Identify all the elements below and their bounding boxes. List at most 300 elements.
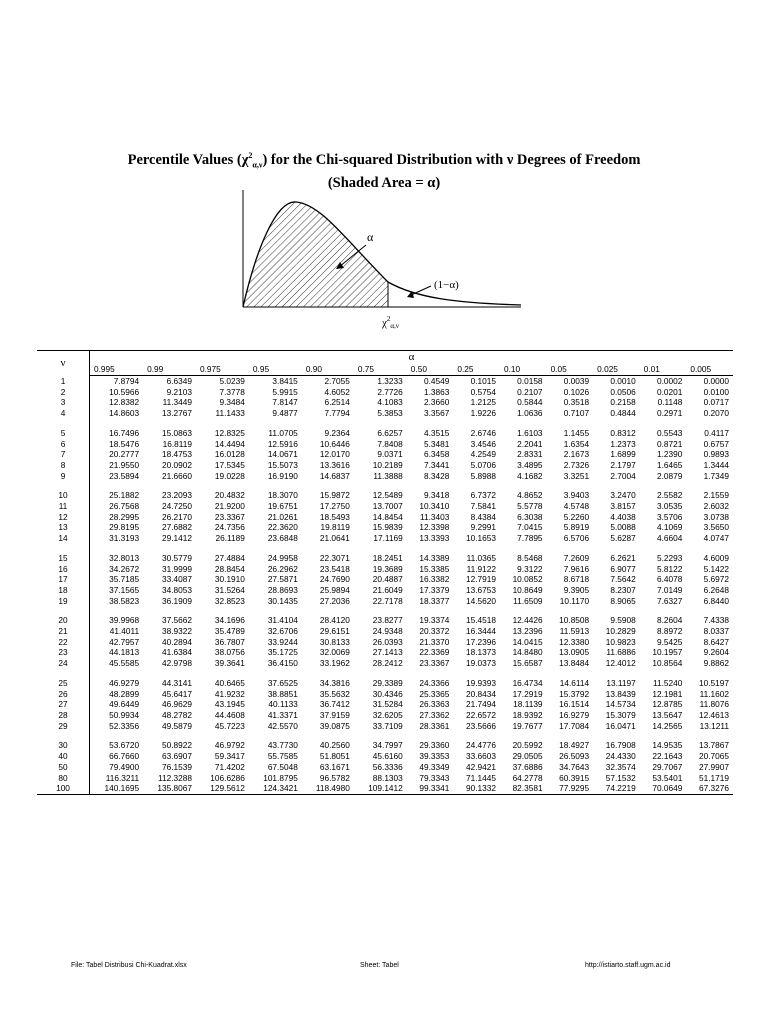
table-row	[37, 408, 733, 419]
percentile-value-cell: 26.7568	[109, 501, 140, 512]
percentile-value-cell: 4.0747	[703, 533, 729, 544]
percentile-value-cell: 0.5844	[517, 397, 543, 408]
percentile-value-cell: 0.2158	[610, 397, 636, 408]
percentile-value-cell: 27.5871	[267, 574, 298, 585]
percentile-value-cell: 10.9823	[605, 636, 636, 647]
percentile-value-cell: 27.3362	[419, 709, 450, 720]
percentile-value-cell: 5.0239	[219, 376, 245, 386]
complement-arrow	[411, 286, 431, 295]
percentile-value-cell: 5.5778	[517, 501, 543, 512]
percentile-value-cell: 1.3863	[423, 386, 450, 397]
percentile-value-cell: 63.6907	[162, 751, 192, 762]
degrees-of-freedom-cell: 16	[37, 564, 90, 575]
percentile-value-cell: 17.7084	[559, 720, 590, 731]
percentile-value-cell: 20.7065	[699, 751, 729, 762]
percentile-value-cell: 34.7643	[559, 761, 590, 772]
percentile-value-cell: 67.5048	[267, 761, 298, 772]
alpha-column-header: 0.995	[90, 364, 144, 376]
percentile-value-cell: 2.0879	[656, 470, 683, 481]
percentile-value-cell: 13.7007	[372, 501, 403, 512]
table-row	[37, 626, 733, 637]
percentile-value-cell: 27.4884	[214, 552, 245, 563]
percentile-value-cell: 34.7997	[372, 740, 403, 751]
percentile-value-cell: 0.3518	[563, 397, 590, 408]
percentile-value-cell: 44.1813	[109, 647, 140, 658]
percentile-value-cell: 135.8067	[143, 783, 196, 794]
percentile-value-cell: 21.6660	[162, 470, 192, 481]
percentile-value-cell: 12.0170	[319, 449, 350, 460]
percentile-value-cell: 88.1303	[372, 772, 403, 783]
percentile-value-cell: 9.2364	[324, 427, 350, 438]
percentile-value-cell: 33.9244	[267, 636, 298, 647]
percentile-value-cell: 12.5916	[267, 438, 298, 449]
alpha-column-header: 0.25	[453, 364, 500, 376]
percentile-value-cell: 6.3038	[517, 511, 543, 522]
percentile-value-cell: 42.9798	[162, 658, 192, 669]
alpha-column-header: 0.005	[686, 364, 733, 376]
percentile-value-cell: 53.6720	[109, 740, 140, 751]
table-row	[37, 783, 733, 794]
alpha-header: α	[90, 351, 734, 365]
degrees-of-freedom-cell: 18	[37, 585, 90, 596]
degrees-of-freedom-cell: 100	[37, 783, 90, 794]
percentile-value-cell: 3.5650	[703, 522, 729, 533]
percentile-value-cell: 21.9550	[109, 459, 140, 470]
percentile-value-cell: 15.3792	[559, 688, 590, 699]
degrees-of-freedom-cell: 20	[37, 615, 90, 626]
degrees-of-freedom-cell: 40	[37, 751, 90, 762]
percentile-value-cell: 0.0000	[703, 376, 729, 386]
percentile-value-cell: 10.5966	[109, 386, 140, 397]
degrees-of-freedom-cell: 29	[37, 721, 90, 732]
chi-square-curve-figure	[236, 190, 526, 340]
percentile-value-cell: 33.7109	[372, 720, 403, 731]
percentile-value-cell: 38.8851	[267, 688, 298, 699]
percentile-value-cell: 0.5754	[470, 386, 496, 397]
percentile-value-cell: 32.0069	[319, 647, 350, 658]
percentile-value-cell: 13.5647	[652, 709, 683, 720]
complement-label: (1−α)	[434, 279, 459, 291]
percentile-value-cell: 37.6886	[512, 761, 543, 772]
percentile-value-cell: 15.9872	[319, 490, 350, 501]
percentile-value-cell: 39.9968	[109, 615, 140, 626]
percentile-value-cell: 42.5570	[267, 720, 298, 731]
percentile-value-cell: 2.3660	[423, 397, 450, 408]
percentile-value-cell: 45.6160	[372, 751, 403, 762]
percentile-value-cell: 22.6572	[465, 709, 496, 720]
percentile-value-cell: 36.7412	[319, 699, 350, 710]
percentile-value-cell: 37.6525	[267, 677, 298, 688]
percentile-value-cell: 28.2412	[372, 658, 403, 669]
percentile-value-cell: 20.3372	[419, 626, 450, 637]
percentile-value-cell: 48.2899	[109, 688, 140, 699]
percentile-value-cell: 0.0010	[610, 376, 636, 386]
percentile-value-cell: 3.4895	[517, 459, 543, 470]
percentile-value-cell: 0.0717	[703, 397, 729, 408]
percentile-value-cell: 14.4494	[214, 438, 245, 449]
group-spacer	[37, 481, 733, 490]
percentile-value-cell: 82.3581	[500, 783, 547, 794]
percentile-value-cell: 11.6509	[513, 595, 543, 606]
percentile-value-cell: 15.5073	[267, 459, 298, 470]
table-row	[37, 689, 733, 700]
percentile-value-cell: 9.0371	[377, 449, 403, 460]
percentile-value-cell: 18.5476	[109, 438, 140, 449]
percentile-value-cell: 0.2107	[517, 386, 543, 397]
table-row	[37, 678, 733, 689]
table-row	[37, 460, 733, 471]
percentile-value-cell: 4.1069	[656, 522, 683, 533]
percentile-value-cell: 20.2777	[109, 449, 140, 460]
percentile-value-cell: 35.7185	[109, 574, 140, 585]
table-row	[37, 512, 733, 523]
percentile-value-cell: 10.3410	[419, 501, 450, 512]
percentile-value-cell: 0.4844	[610, 408, 636, 419]
percentile-value-cell: 17.1169	[373, 533, 403, 544]
percentile-value-cell: 39.3353	[419, 751, 450, 762]
percentile-value-cell: 7.5841	[470, 501, 496, 512]
percentile-value-cell: 15.4518	[465, 615, 496, 626]
percentile-value-cell: 8.5468	[517, 552, 543, 563]
table-row	[37, 740, 733, 751]
percentile-value-cell: 5.1422	[703, 563, 729, 574]
percentile-value-cell: 2.1559	[703, 490, 729, 501]
percentile-value-cell: 29.3360	[419, 740, 450, 751]
percentile-value-cell: 7.8794	[113, 376, 140, 386]
percentile-value-cell: 11.5240	[652, 677, 683, 688]
percentile-value-cell: 52.3356	[109, 720, 140, 731]
percentile-value-cell: 13.3393	[419, 533, 450, 544]
percentile-value-cell: 43.1945	[214, 699, 245, 710]
percentile-value-cell: 9.3418	[423, 490, 450, 501]
percentile-value-cell: 33.4087	[162, 574, 192, 585]
percentile-value-cell: 4.3515	[423, 427, 450, 438]
percentile-value-cell: 31.3193	[109, 533, 140, 544]
page-subtitle: (Shaded Area = α)	[327, 175, 441, 191]
percentile-value-cell: 10.8564	[652, 658, 683, 669]
percentile-value-cell: 24.9958	[267, 552, 298, 563]
percentile-value-cell: 29.8195	[109, 522, 140, 533]
percentile-value-cell: 9.5425	[656, 636, 683, 647]
percentile-value-cell: 1.2373	[610, 438, 636, 449]
percentile-value-cell: 21.9200	[214, 501, 245, 512]
percentile-value-cell: 22.1643	[652, 751, 683, 762]
percentile-value-cell: 26.0393	[372, 636, 403, 647]
percentile-value-cell: 32.8523	[214, 595, 245, 606]
percentile-value-cell: 8.3428	[423, 470, 450, 481]
percentile-value-cell: 0.4117	[704, 427, 729, 438]
percentile-value-cell: 35.1725	[267, 647, 298, 658]
percentile-value-cell: 0.6757	[703, 438, 729, 449]
percentile-value-cell: 7.2609	[563, 552, 590, 563]
percentile-value-cell: 19.0373	[465, 658, 496, 669]
percentile-value-cell: 14.2565	[652, 720, 683, 731]
percentile-value-cell: 96.5782	[319, 772, 350, 783]
percentile-value-cell: 3.3251	[563, 470, 590, 481]
percentile-value-cell: 14.9535	[652, 740, 683, 751]
percentile-value-cell: 53.5401	[652, 772, 683, 783]
percentile-value-cell: 0.8721	[656, 438, 683, 449]
percentile-value-cell: 4.1083	[377, 397, 403, 408]
table-row	[37, 490, 733, 501]
table-row	[37, 449, 733, 460]
percentile-value-cell: 15.0863	[162, 427, 192, 438]
degrees-of-freedom-cell: 28	[37, 710, 90, 721]
percentile-value-cell: 5.6287	[610, 533, 636, 544]
percentile-value-cell: 48.2782	[162, 709, 192, 720]
nu-header: ν	[37, 351, 90, 376]
percentile-value-cell: 1.7349	[703, 470, 729, 481]
percentile-value-cell: 7.8408	[377, 438, 403, 449]
percentile-value-cell: 0.5543	[656, 427, 683, 438]
percentile-value-cell: 26.2170	[162, 511, 192, 522]
degrees-of-freedom-cell: 30	[37, 740, 90, 751]
percentile-value-cell: 28.8693	[267, 584, 298, 595]
percentile-value-cell: 31.4104	[267, 615, 298, 626]
percentile-value-cell: 22.3369	[419, 647, 450, 658]
percentile-value-cell: 45.5585	[109, 658, 140, 669]
percentile-value-cell: 20.8434	[465, 688, 496, 699]
percentile-value-cell: 43.7730	[267, 740, 298, 751]
percentile-value-cell: 1.3233	[377, 376, 403, 386]
percentile-value-cell: 17.3379	[419, 584, 450, 595]
percentile-value-cell: 7.6327	[656, 595, 683, 606]
degrees-of-freedom-cell: 11	[37, 501, 90, 512]
percentile-value-cell: 24.9348	[372, 626, 403, 637]
percentile-value-cell: 10.1170	[559, 595, 590, 606]
percentile-value-cell: 8.9065	[610, 595, 636, 606]
percentile-value-cell: 8.8972	[656, 626, 683, 637]
percentile-value-cell: 56.3336	[372, 761, 403, 772]
percentile-value-cell: 27.9907	[699, 761, 729, 772]
percentile-value-cell: 6.8440	[703, 595, 729, 606]
percentile-value-cell: 13.2396	[512, 626, 543, 637]
percentile-value-cell: 39.0875	[319, 720, 350, 731]
percentile-value-cell: 11.0365	[466, 552, 496, 563]
percentile-value-cell: 10.5197	[699, 677, 729, 688]
percentile-value-cell: 8.2604	[656, 615, 683, 626]
percentile-value-cell: 8.6718	[563, 574, 590, 585]
percentile-value-cell: 45.6417	[162, 688, 192, 699]
degrees-of-freedom-cell: 15	[37, 553, 90, 564]
percentile-value-cell: 5.8122	[656, 563, 683, 574]
alpha-column-header: 0.50	[407, 364, 454, 376]
degrees-of-freedom-cell: 24	[37, 658, 90, 669]
table-row	[37, 574, 733, 585]
percentile-value-cell: 140.1695	[90, 783, 144, 794]
percentile-value-cell: 9.3484	[219, 397, 245, 408]
percentile-value-cell: 101.8795	[263, 772, 298, 783]
percentile-value-cell: 31.9999	[162, 563, 192, 574]
percentile-value-cell: 30.1435	[267, 595, 298, 606]
percentile-value-cell: 11.1433	[215, 408, 245, 419]
percentile-value-cell: 9.5908	[610, 615, 636, 626]
degrees-of-freedom-cell: 8	[37, 460, 90, 471]
percentile-value-cell: 35.5632	[319, 688, 350, 699]
degrees-of-freedom-cell: 12	[37, 512, 90, 523]
alpha-column-header: 0.95	[249, 364, 302, 376]
table-row	[37, 439, 733, 450]
percentile-value-cell: 7.7794	[324, 408, 350, 419]
table-row	[37, 773, 733, 784]
percentile-value-cell: 45.7223	[214, 720, 245, 731]
percentile-value-cell: 20.4832	[214, 490, 245, 501]
percentile-value-cell: 19.9393	[465, 677, 496, 688]
degrees-of-freedom-cell: 4	[37, 408, 90, 419]
percentile-value-cell: 106.6286	[210, 772, 245, 783]
percentile-value-cell: 23.3367	[419, 658, 450, 669]
percentile-value-cell: 34.3816	[319, 677, 350, 688]
percentile-value-cell: 6.6257	[377, 427, 403, 438]
percentile-value-cell: 57.1532	[605, 772, 636, 783]
percentile-value-cell: 3.0535	[656, 501, 683, 512]
table-row	[37, 397, 733, 408]
percentile-value-cell: 26.5093	[559, 751, 590, 762]
percentile-value-cell: 2.7326	[563, 459, 590, 470]
group-spacer	[37, 669, 733, 678]
percentile-value-cell: 18.5493	[319, 511, 350, 522]
percentile-value-cell: 17.2396	[465, 636, 496, 647]
percentile-value-cell: 0.1026	[563, 386, 590, 397]
percentile-value-cell: 0.1015	[470, 376, 496, 386]
percentile-value-cell: 12.8785	[652, 699, 683, 710]
percentile-value-cell: 25.1882	[109, 490, 140, 501]
alpha-column-header: 0.75	[354, 364, 407, 376]
percentile-value-cell: 41.9232	[214, 688, 245, 699]
table-row	[37, 615, 733, 626]
percentile-value-cell: 99.3341	[407, 783, 454, 794]
percentile-value-cell: 13.6753	[465, 584, 496, 595]
percentile-value-cell: 3.5706	[656, 511, 683, 522]
percentile-value-cell: 4.6052	[324, 386, 350, 397]
percentile-value-cell: 18.2451	[372, 552, 403, 563]
percentile-value-cell: 129.5612	[196, 783, 249, 794]
percentile-value-cell: 32.3574	[605, 761, 636, 772]
percentile-value-cell: 16.8119	[162, 438, 192, 449]
percentile-value-cell: 41.4011	[109, 626, 140, 637]
percentile-value-cell: 1.3444	[703, 459, 729, 470]
percentile-value-cell: 19.3374	[419, 615, 450, 626]
percentile-value-cell: 28.2995	[109, 511, 140, 522]
percentile-value-cell: 3.3567	[423, 408, 450, 419]
percentile-value-cell: 0.1148	[657, 397, 683, 408]
percentile-value-cell: 10.1653	[465, 533, 496, 544]
percentile-value-cell: 13.7867	[699, 740, 729, 751]
group-spacer	[37, 419, 733, 428]
percentile-value-cell: 13.8439	[605, 688, 636, 699]
degrees-of-freedom-cell: 21	[37, 626, 90, 637]
percentile-value-cell: 15.3385	[419, 563, 450, 574]
percentile-value-cell: 4.4038	[610, 511, 636, 522]
percentile-value-cell: 21.0261	[267, 511, 298, 522]
percentile-value-cell: 14.6114	[559, 677, 590, 688]
percentile-value-cell: 6.2648	[703, 584, 729, 595]
percentile-value-cell: 39.3641	[214, 658, 245, 669]
percentile-value-cell: 49.5879	[162, 720, 192, 731]
shaded-area	[243, 202, 388, 307]
percentile-value-cell: 18.3070	[267, 490, 298, 501]
percentile-value-cell: 29.0505	[512, 751, 543, 762]
percentile-value-cell: 90.1332	[453, 783, 500, 794]
percentile-value-cell: 13.0905	[559, 647, 590, 658]
percentile-value-cell: 0.0002	[656, 376, 683, 386]
critical-value-label: $\chi^2_{\alpha,\nu}$	[382, 315, 399, 330]
percentile-value-cell: 18.4927	[559, 740, 590, 751]
percentile-value-cell: 15.9839	[372, 522, 403, 533]
percentile-value-cell: 24.4330	[605, 751, 636, 762]
percentile-value-cell: 16.7496	[109, 427, 140, 438]
degrees-of-freedom-cell: 22	[37, 637, 90, 648]
percentile-value-cell: 7.0415	[517, 522, 543, 533]
percentile-value-cell: 79.4900	[109, 761, 140, 772]
percentile-value-cell: 7.8147	[272, 397, 298, 408]
percentile-value-cell: 3.0738	[703, 511, 729, 522]
percentile-value-cell: 5.8919	[563, 522, 590, 533]
percentile-value-cell: 76.1539	[162, 761, 192, 772]
percentile-value-cell: 70.0649	[640, 783, 687, 794]
percentile-value-cell: 40.2560	[319, 740, 350, 751]
percentile-value-cell: 6.5706	[563, 533, 590, 544]
percentile-value-cell: 1.6103	[517, 427, 543, 438]
footer-file: File: Tabel Distribusi Chi-Kuadrat.xlsx	[71, 962, 187, 969]
percentile-value-cell: 3.8415	[272, 376, 298, 386]
percentile-value-cell: 4.5748	[563, 501, 590, 512]
table-row	[37, 710, 733, 721]
percentile-value-cell: 11.8076	[699, 699, 729, 710]
percentile-value-cell: 14.5620	[465, 595, 496, 606]
percentile-value-cell: 2.2041	[517, 438, 543, 449]
percentile-value-cell: 23.5894	[109, 470, 140, 481]
percentile-value-cell: 5.2260	[563, 511, 590, 522]
percentile-value-cell: 2.7726	[377, 386, 403, 397]
percentile-value-cell: 9.2604	[703, 647, 729, 658]
percentile-value-cell: 16.9279	[559, 709, 590, 720]
percentile-value-cell: 109.1412	[354, 783, 407, 794]
percentile-value-cell: 21.0641	[319, 533, 350, 544]
percentile-value-cell: 71.1445	[465, 772, 496, 783]
alpha-column-header: 0.99	[143, 364, 196, 376]
table-row	[37, 751, 733, 762]
percentile-value-cell: 3.9403	[563, 490, 590, 501]
percentile-value-cell: 6.2514	[324, 397, 350, 408]
percentile-value-cell: 19.7677	[512, 720, 543, 731]
degrees-of-freedom-cell: 2	[37, 387, 90, 398]
degrees-of-freedom-cell: 10	[37, 490, 90, 501]
percentile-value-cell: 0.7107	[563, 408, 590, 419]
percentile-value-cell: 116.3211	[105, 772, 140, 783]
percentile-value-cell: 19.8119	[320, 522, 350, 533]
percentile-value-cell: 22.3620	[267, 522, 298, 533]
percentile-value-cell: 9.2103	[166, 386, 192, 397]
percentile-value-cell: 0.4549	[423, 376, 450, 386]
table-row	[37, 585, 733, 596]
percentile-value-cell: 26.2962	[267, 563, 298, 574]
percentile-value-cell: 6.3458	[423, 449, 450, 460]
percentile-value-cell: 1.6354	[563, 438, 590, 449]
percentile-value-cell: 29.1412	[162, 533, 192, 544]
percentile-value-cell: 11.3888	[373, 470, 403, 481]
percentile-value-cell: 24.3366	[419, 677, 450, 688]
page-title: Percentile Values $(\chi^2_{\alpha,\nu})$ for the Chi-squared Distribution with ν Degrees of Freedom	[127, 151, 641, 170]
percentile-value-cell: 10.6446	[319, 438, 350, 449]
percentile-value-cell: 12.8382	[109, 397, 140, 408]
percentile-value-cell: 32.6205	[372, 709, 403, 720]
percentile-value-cell: 20.5992	[512, 740, 543, 751]
degrees-of-freedom-cell: 26	[37, 689, 90, 700]
percentile-value-cell: 14.0415	[512, 636, 543, 647]
percentile-value-cell: 0.2971	[656, 408, 683, 419]
table-row	[37, 564, 733, 575]
